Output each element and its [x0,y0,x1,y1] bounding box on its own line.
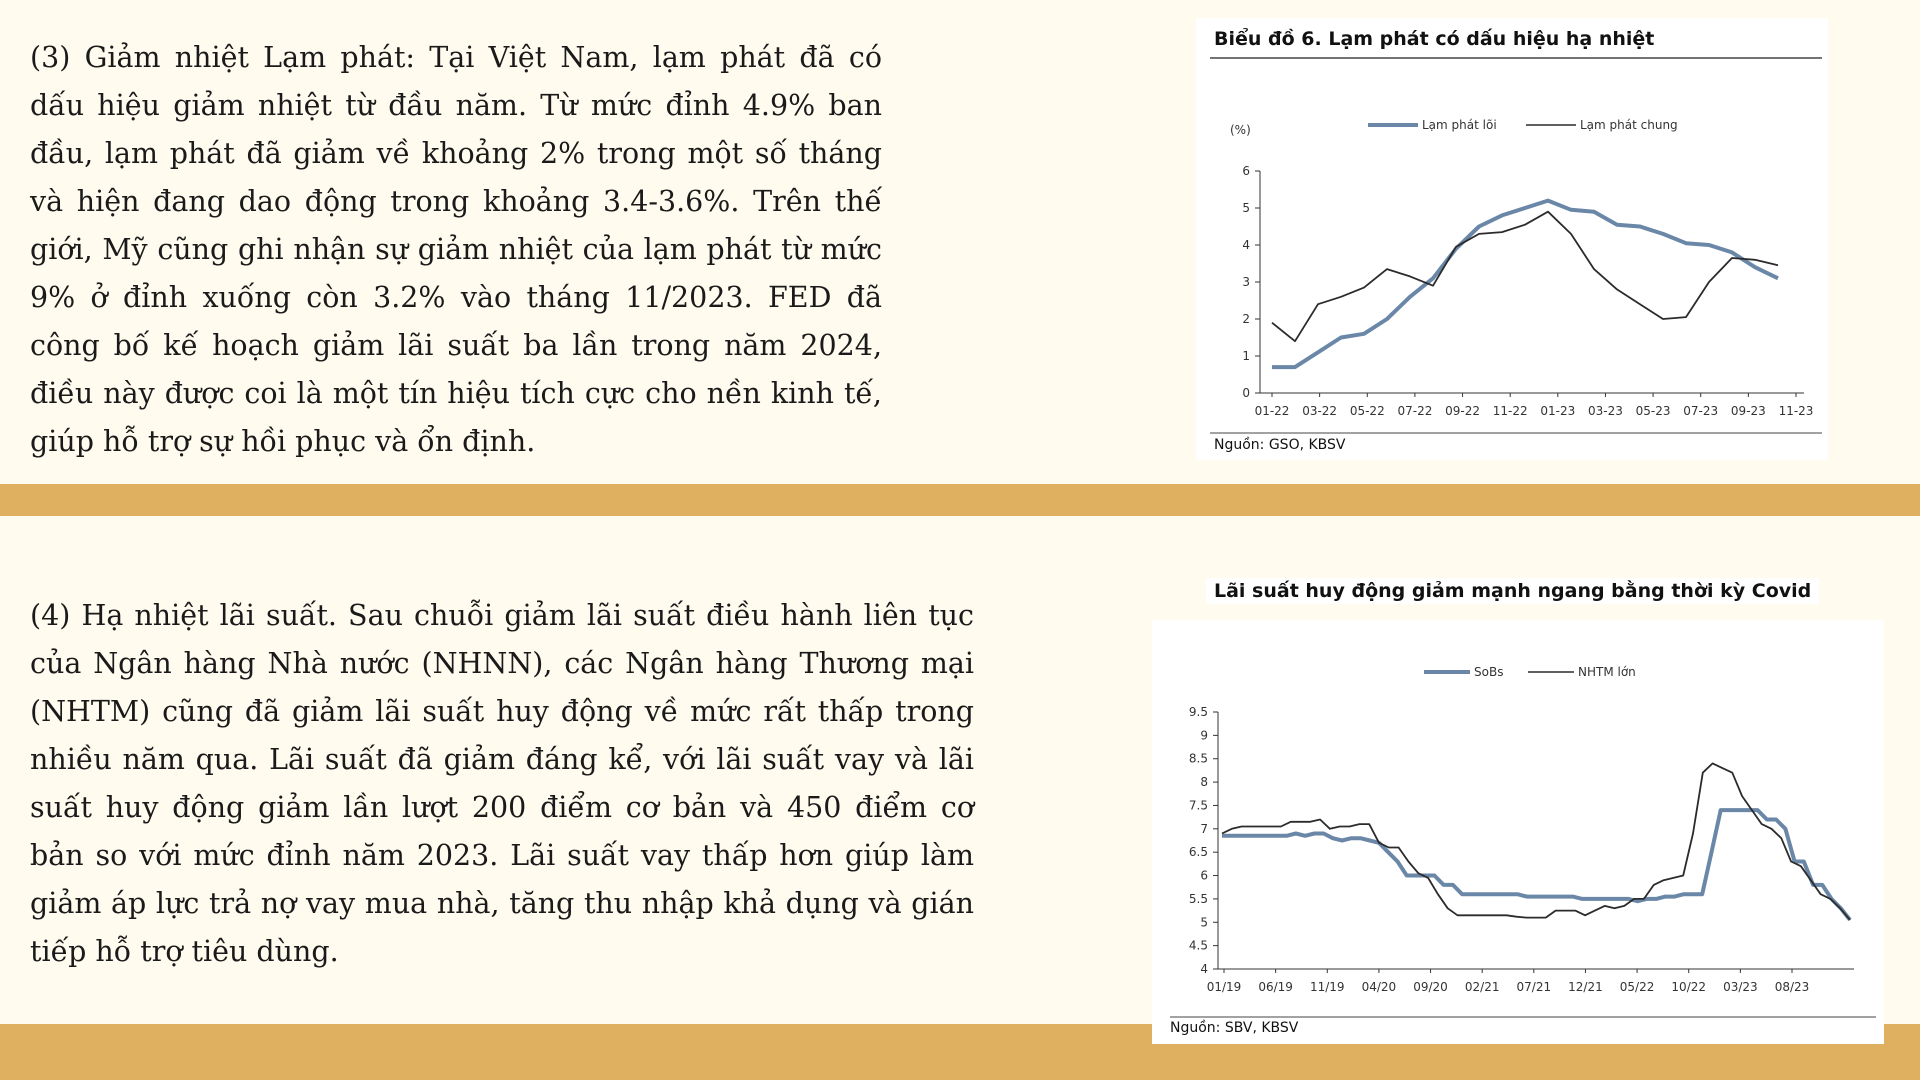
y-tick-label: 5 [1242,201,1250,215]
y-unit-label: (%) [1230,123,1251,137]
inflation-chart-title: Biểu đồ 6. Lạm phát có dấu hiệu hạ nhiệt [1214,28,1655,50]
paragraph-line: dấu hiệu giảm nhiệt từ đầu năm. Từ mức đỉnh 4.9% ban [30,89,882,122]
y-tick-label: 4 [1200,962,1208,976]
paragraph-line: 9% ở đỉnh xuống còn 3.2% vào tháng 11/2023. FED đã [30,281,882,314]
x-tick-label: 05-23 [1635,404,1671,418]
y-tick-label: 2 [1242,312,1250,326]
legend-label: SoBs [1474,665,1504,679]
paragraph-line: công bố kế hoạch giảm lãi suất ba lần trong năm 2024, [30,329,882,362]
paragraph-line: điều này được coi là một tín hiệu tích cực cho nền kinh tế, [30,377,882,410]
paragraph-line: và hiện đang dao động trong khoảng 3.4-3.6%. Trên thế [30,185,882,218]
y-tick-label: 6 [1242,164,1250,178]
x-tick-label: 01-22 [1254,404,1290,418]
deposit-rate-chart-source: Nguồn: SBV, KBSV [1170,1020,1299,1036]
x-tick-label: 09/20 [1413,980,1448,994]
paragraph-line: (4) Hạ nhiệt lãi suất. Sau chuỗi giảm lãi suất điều hành liên tục [30,599,974,632]
x-tick-label: 04/20 [1361,980,1397,994]
y-tick-label: 5.5 [1188,891,1208,906]
legend-label: Lạm phát lõi [1422,118,1497,132]
paragraph-inflation [30,34,882,466]
x-tick-label: 07-22 [1397,404,1433,418]
x-tick-label: 08/23 [1774,980,1810,994]
y-tick-label: 8 [1200,775,1208,790]
x-tick-label: 05/22 [1619,980,1655,994]
y-tick-label: 0 [1242,386,1250,400]
x-tick-label: 03-23 [1588,404,1623,418]
paragraph-line: đầu, lạm phát đã giảm về khoảng 2% trong một số tháng [30,137,882,170]
y-tick-label: 4 [1242,238,1250,252]
paragraph-line: bản so với mức đỉnh năm 2023. Lãi suất vay thấp hơn giúp làm [30,839,974,872]
x-tick-label: 09-23 [1730,404,1766,418]
legend-label: NHTM lớn [1578,665,1636,679]
paragraph-line: tiếp hỗ trợ tiêu dùng. [30,935,339,968]
x-tick-label: 07-23 [1683,404,1719,418]
paragraph-line: suất huy động giảm lần lượt 200 điểm cơ bản và 450 điểm cơ [30,791,974,824]
y-tick-label: 9.5 [1188,705,1208,719]
x-tick-label: 11-23 [1778,404,1814,418]
y-tick-label: 7 [1200,821,1208,836]
y-tick-label: 8.5 [1188,751,1208,766]
paragraph-line: nhiều năm qua. Lãi suất đã giảm đáng kể, với lãi suất vay và lãi [30,743,974,776]
paragraph-line: của Ngân hàng Nhà nước (NHNN), các Ngân hàng Thương mại [30,647,974,680]
inflation-chart-source: Nguồn: GSO, KBSV [1214,437,1346,453]
paragraph-line: giúp hỗ trợ sự hồi phục và ổn định. [30,425,536,458]
x-tick-label: 01/19 [1206,980,1242,994]
y-tick-label: 6 [1200,868,1208,883]
x-tick-label: 09-22 [1445,404,1480,418]
y-tick-label: 4.5 [1188,938,1208,953]
x-tick-label: 03-22 [1302,404,1338,418]
x-tick-label: 07/21 [1516,980,1552,994]
paragraph-line: giảm áp lực trả nợ vay mua nhà, tăng thu nhập khả dụng và gián [30,887,974,920]
x-tick-label: 03/23 [1723,980,1758,994]
divider-band [0,484,1920,516]
paragraph-line: (NHTM) cũng đã giảm lãi suất huy động về mức rất thấp trong [30,695,974,728]
series-line-secondary [1272,212,1778,342]
x-tick-label: 10/22 [1671,980,1707,994]
deposit-rate-chart-title: Lãi suất huy động giảm mạnh ngang bằng thời kỳ Covid [1206,578,1819,604]
inflation-chart [1196,18,1828,460]
x-tick-label: 12/21 [1568,980,1603,994]
y-tick-label: 6.5 [1188,845,1208,860]
series-line-primary [1222,810,1850,920]
x-tick-label: 05-22 [1349,404,1385,418]
x-tick-label: 02/21 [1464,980,1500,994]
y-tick-label: 1 [1242,349,1250,363]
paragraph-line: (3) Giảm nhiệt Lạm phát: Tại Việt Nam, lạm phát đã có [30,41,882,74]
y-tick-label: 9 [1200,728,1208,743]
y-tick-label: 3 [1242,275,1250,289]
paragraph-interest-rate [30,592,974,976]
x-tick-label: 01-23 [1540,404,1576,418]
x-tick-label: 11-22 [1492,404,1528,418]
paragraph-line: giới, Mỹ cũng ghi nhận sự giảm nhiệt của lạm phát từ mức [30,233,882,266]
legend-label: Lạm phát chung [1580,118,1678,132]
x-tick-label: 11/19 [1309,980,1345,994]
deposit-rate-chart [1152,620,1884,1044]
y-tick-label: 7.5 [1188,798,1208,813]
x-tick-label: 06/19 [1258,980,1293,994]
y-tick-label: 5 [1200,915,1208,930]
